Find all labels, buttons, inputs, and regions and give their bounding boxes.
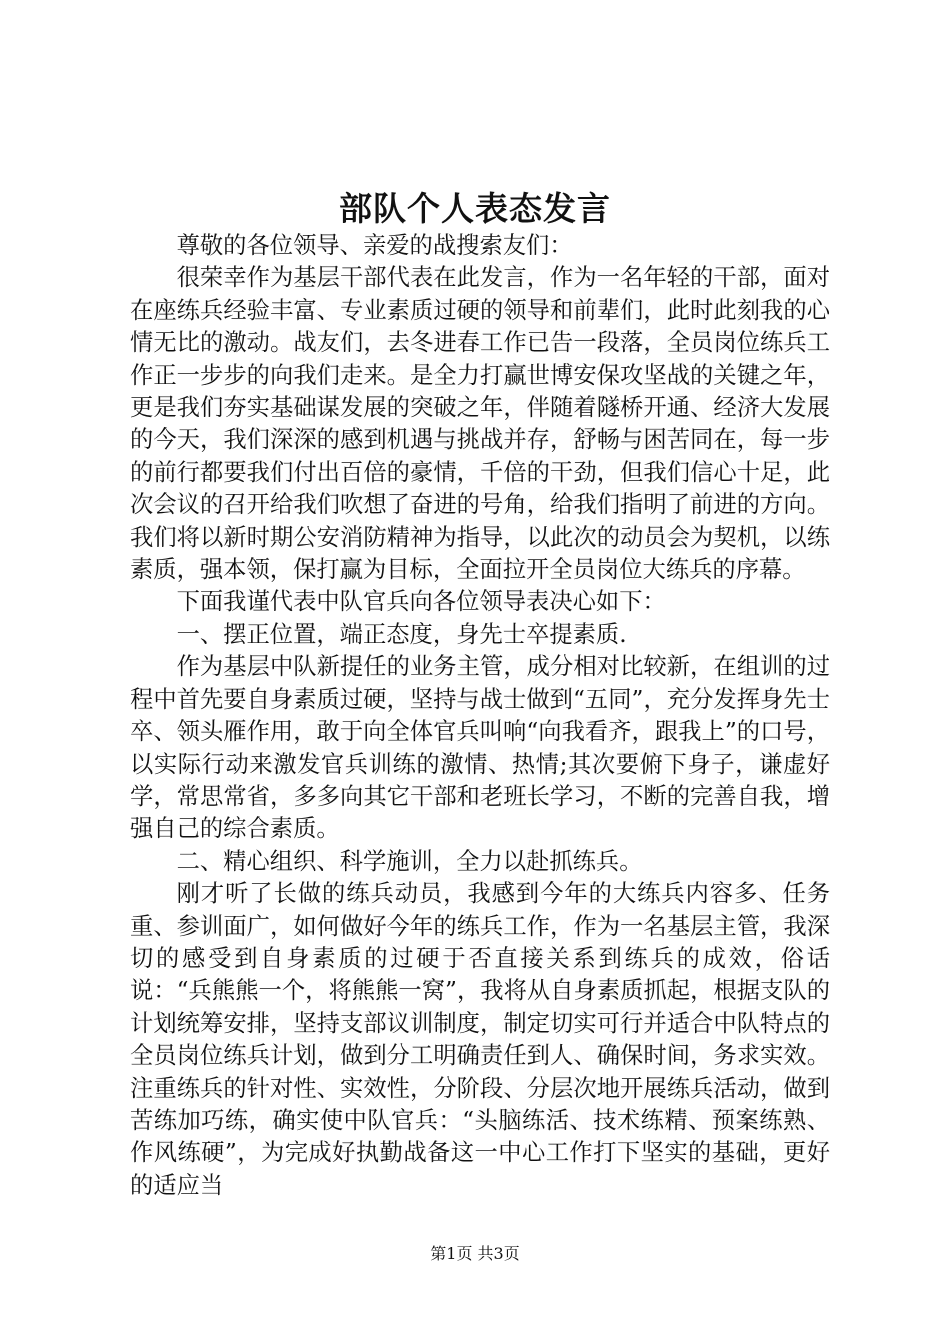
paragraph-section-1: 作为基层中队新提任的业务主管，成分相对比较新，在组训的过程中首先要自身素质过硬，坚持与战士做到“五同”，充分发挥身先士卒、领头雁作用，敢于向全体官兵叫响“向我看齐，跟我上”的口号，以实际行动来激发官兵训练的激情、热情;其次要俯下身子，谦虚好学，常思常省，多多向其它干部和老班长学习，不断的完善自我，增强自己的综合素质。 xyxy=(130,653,830,843)
page-footer: 第1页 共3页 xyxy=(430,1244,520,1263)
document-title: 部队个人表态发言 xyxy=(339,189,611,228)
paragraph-pledge-lead: 下面我谨代表中队官兵向各位领导表决心如下： xyxy=(176,588,666,616)
paragraph-section-2: 刚才听了长做的练兵动员，我感到今年的大练兵内容多、任务重、参训面广，如何做好今年的练兵工作，作为一名基层主管，我深切的感受到自身素质的过硬于否直接关系到练兵的成效，俗话说：“兵熊熊一个，将熊熊一窝”，我将从自身素质抓起，根据支队的计划统筹安排，坚持支部议训制度，制定切实可行并适合中队特点的全员岗位练兵计划，做到分工明确责任到人、确保时间，务求实效。注重练兵的针对性、实效性，分阶段、分层次地开展练兵活动，做到苦练加巧练，确实使中队官兵：“头脑练活、技术练精、预案练熟、作风练硬”，为完成好执勤战备这一中心工作打下坚实的基础，更好的适应当 xyxy=(130,880,830,1199)
section-heading-1: 一、摆正位置，端正态度，身先士卒提素质. xyxy=(176,620,627,648)
section-heading-2: 二、精心组织、科学施训，全力以赴抓练兵。 xyxy=(176,847,643,875)
paragraph-intro: 很荣幸作为基层干部代表在此发言，作为一名年轻的干部，面对在座练兵经验丰富、专业素质过硬的领导和前辈们，此时此刻我的心情无比的激动。战友们，去冬进春工作已告一段落，全员岗位练兵工作正一步步的向我们走来。是全力打赢世博安保攻坚战的关键之年，更是我们夯实基础谋发展的突破之年，伴随着隧桥开通、经济大发展的今天，我们深深的感到机遇与挑战并存，舒畅与困苦同在，每一步的前行都要我们付出百倍的豪情，千倍的干劲，但我们信心十足，此次会议的召开给我们吹想了奋进的号角，给我们指明了前进的方向。我们将以新时期公安消防精神为指导，以此次的动员会为契机，以练素质，强本领，保打赢为目标，全面拉开全员岗位大练兵的序幕。 xyxy=(130,264,830,584)
paragraph-greeting: 尊敬的各位领导、亲爱的战搜索友们： xyxy=(176,232,573,259)
document-body xyxy=(130,230,830,1202)
